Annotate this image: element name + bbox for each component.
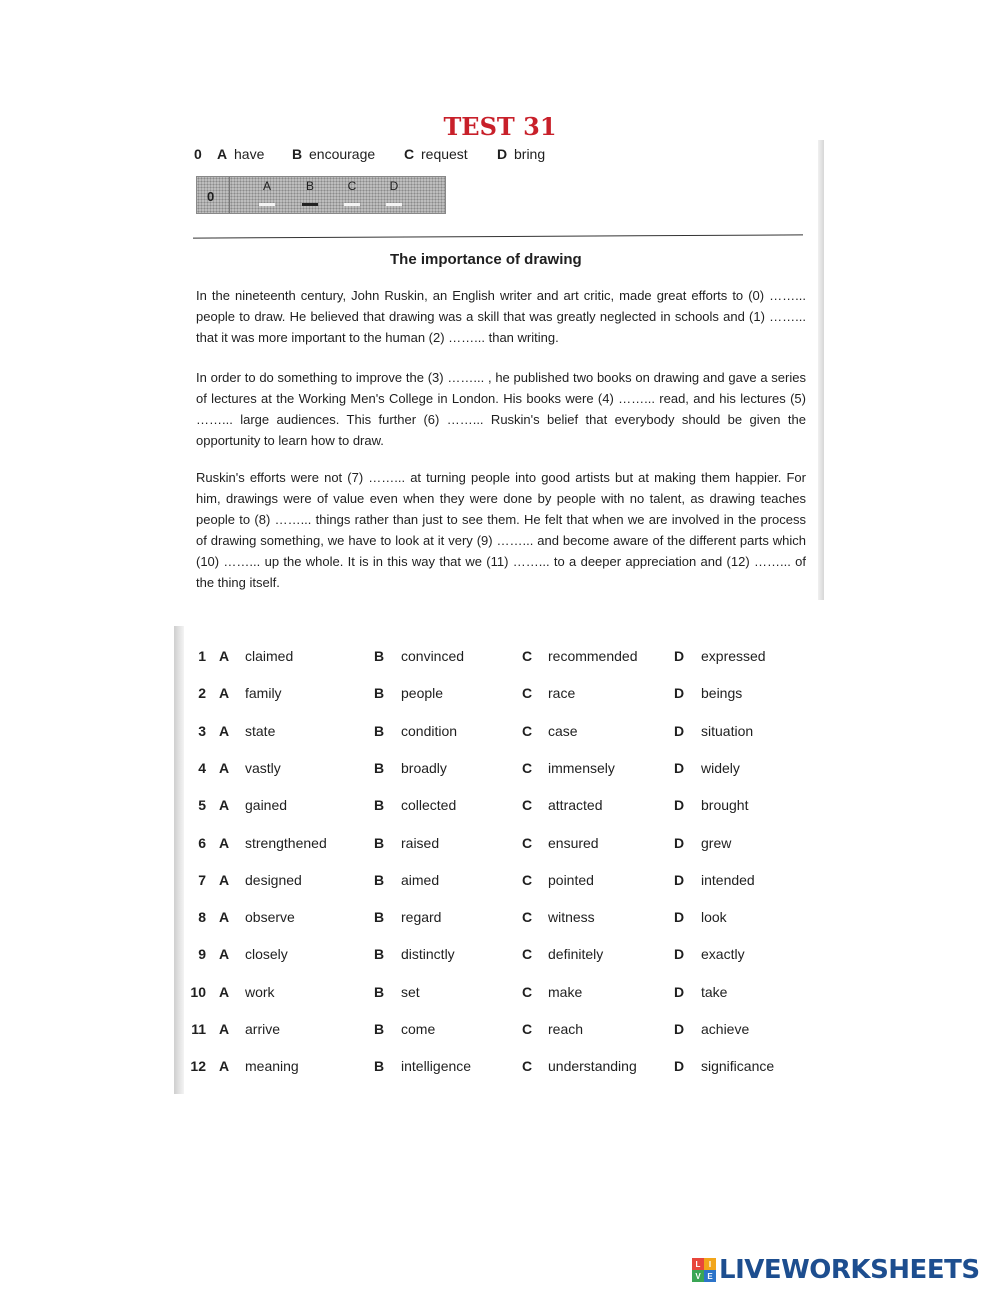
option-letter-b: B [374, 760, 385, 776]
option-letter-b: B [374, 984, 385, 1000]
answer-box-letter-d: D [389, 179, 399, 193]
option-word-c: ensured [548, 835, 599, 851]
option-word-d: situation [701, 723, 754, 739]
question-row [184, 685, 804, 705]
page-title: TEST 31 [443, 112, 557, 141]
option-word-b: convinced [401, 648, 465, 664]
example-letter-d: D [497, 146, 508, 162]
option-letter-c: C [522, 760, 533, 776]
option-word-d: significance [701, 1058, 775, 1074]
option-word-b: come [401, 1021, 436, 1037]
option-letter-b: B [374, 1058, 385, 1074]
option-letter-d: D [674, 835, 685, 851]
option-word-d: widely [701, 760, 740, 776]
example-word-d: bring [514, 146, 546, 162]
option-word-b: regard [401, 909, 442, 925]
passage-paragraph-2: In order to do something to improve the (3) ……... , he published two books on drawing and gave a series of lectures at the Working Men's College in London. His books were (4) ……... read, and his lectures (5) ……... large audiences. This further (6) ……... Ruskin's belief that everybody should be given the opportunity to learn how to draw. [196, 370, 806, 448]
passage-paragraph-3: Ruskin's efforts were not (7) ……... at turning people into good artists but at making them happier. For him, drawings were of value even when they were done by people with no talent, as drawing teaches people to (8) ……... things rather than just to see them. He felt that when we are involved in the process of drawing something, we have to look at it very (9) ……... and become aware of the different parts which (10) ……... up the whole. It is in this way that we (11) ……... to a deeper appreciation and (12) ……... of the thing itself. [196, 470, 806, 590]
question-row [184, 760, 804, 780]
option-letter-d: D [674, 760, 685, 776]
option-letter-b: B [374, 797, 385, 813]
option-word-a: designed [245, 872, 302, 888]
option-word-d: beings [701, 685, 743, 701]
question-number: 1 [198, 648, 206, 664]
option-word-b: intelligence [401, 1058, 472, 1074]
question-number: 3 [198, 723, 206, 739]
answer-box-letter-c: C [347, 179, 357, 193]
option-letter-c: C [522, 648, 533, 664]
option-word-a: observe [245, 909, 295, 925]
example-letter-c: C [404, 146, 415, 162]
option-word-d: brought [701, 797, 749, 813]
question-number: 7 [198, 872, 206, 888]
example-word-c: request [421, 146, 468, 162]
scan-shadow-left [174, 626, 184, 1094]
option-letter-a: A [219, 1058, 230, 1074]
option-word-a: arrive [245, 1021, 281, 1037]
option-word-b: broadly [401, 760, 447, 776]
answer-box-mark-a [259, 203, 275, 206]
option-word-c: understanding [548, 1058, 637, 1074]
option-letter-c: C [522, 723, 533, 739]
option-letter-d: D [674, 984, 685, 1000]
option-word-a: vastly [245, 760, 281, 776]
option-letter-a: A [219, 909, 230, 925]
option-word-a: strengthened [245, 835, 327, 851]
example-number: 0 [194, 146, 202, 162]
option-word-d: take [701, 984, 728, 1000]
option-letter-b: B [374, 909, 385, 925]
option-word-d: expressed [701, 648, 766, 664]
option-letter-a: A [219, 835, 230, 851]
option-letter-d: D [674, 723, 685, 739]
question-number: 6 [198, 835, 206, 851]
option-letter-d: D [674, 1058, 685, 1074]
question-row [184, 984, 804, 1004]
option-word-b: raised [401, 835, 440, 851]
logo-mark-tile: E [704, 1270, 716, 1282]
option-word-b: collected [401, 797, 457, 813]
question-row [184, 797, 804, 817]
logo-mark-tile: V [692, 1270, 704, 1282]
logo-mark-tile: I [704, 1258, 716, 1270]
option-letter-b: B [374, 872, 385, 888]
liveworksheets-logo [692, 1255, 980, 1285]
option-word-a: family [245, 685, 282, 701]
question-number: 5 [198, 797, 206, 813]
question-number: 9 [198, 946, 206, 962]
example-word-b: encourage [309, 146, 376, 162]
option-word-c: definitely [548, 946, 604, 962]
option-letter-c: C [522, 1021, 533, 1037]
option-word-b: aimed [401, 872, 440, 888]
option-word-b: set [401, 984, 420, 1000]
question-row [184, 723, 804, 743]
question-number: 8 [198, 909, 206, 925]
question-row [184, 835, 804, 855]
question-number: 11 [191, 1021, 206, 1037]
option-letter-b: B [374, 723, 385, 739]
option-letter-c: C [522, 984, 533, 1000]
option-letter-a: A [219, 1021, 230, 1037]
option-letter-d: D [674, 872, 685, 888]
option-word-a: claimed [245, 648, 294, 664]
option-letter-b: B [374, 685, 385, 701]
question-number: 2 [198, 685, 206, 701]
passage-title: The importance of drawing [390, 251, 582, 268]
option-word-c: case [548, 723, 578, 739]
logo-text: LIVEWORKSHEETS [719, 1255, 980, 1285]
option-letter-c: C [522, 835, 533, 851]
option-word-a: closely [245, 946, 288, 962]
option-letter-a: A [219, 797, 230, 813]
option-letter-c: C [522, 1058, 533, 1074]
option-word-b: distinctly [401, 946, 455, 962]
option-letter-d: D [674, 946, 685, 962]
question-row [184, 1021, 804, 1041]
option-letter-c: C [522, 685, 533, 701]
question-row [184, 872, 804, 892]
option-word-a: gained [245, 797, 288, 813]
option-word-d: grew [701, 835, 732, 851]
option-letter-a: A [219, 685, 230, 701]
option-word-c: attracted [548, 797, 603, 813]
option-letter-b: B [374, 1021, 385, 1037]
question-number: 10 [190, 984, 206, 1000]
option-word-c: pointed [548, 872, 594, 888]
option-letter-d: D [674, 685, 685, 701]
option-letter-d: D [674, 909, 685, 925]
option-word-a: state [245, 723, 276, 739]
option-word-d: achieve [701, 1021, 750, 1037]
option-letter-b: B [374, 946, 385, 962]
passage-paragraph-1: In the nineteenth century, John Ruskin, an English writer and art critic, made great efforts to (0) ……... people to draw. He believed that drawing was a skill that was greatly neglected in schools and (1) ……... that it was more important to the human (2) ……... than writing. [196, 288, 806, 345]
option-word-a: meaning [245, 1058, 299, 1074]
option-letter-d: D [674, 1021, 685, 1037]
scan-shadow-edge [818, 140, 824, 600]
answer-box-letter-a: A [262, 179, 271, 193]
option-word-c: recommended [548, 648, 638, 664]
option-letter-a: A [219, 648, 230, 664]
option-word-c: witness [548, 909, 595, 925]
example-word-a: have [234, 146, 265, 162]
option-word-c: reach [548, 1021, 584, 1037]
example-letter-b: B [292, 146, 303, 162]
answer-box-divider [229, 177, 230, 213]
question-row [184, 1058, 804, 1078]
option-word-b: people [401, 685, 444, 701]
option-word-c: race [548, 685, 576, 701]
option-letter-b: B [374, 835, 385, 851]
answer-box-mark-c [344, 203, 360, 206]
option-word-d: intended [701, 872, 755, 888]
liveworksheets-logo-icon [692, 1258, 716, 1282]
answer-box-mark-b-selected [302, 203, 318, 206]
answer-box-mark-d [386, 203, 402, 206]
logo-mark-tile: L [692, 1258, 704, 1270]
option-letter-c: C [522, 946, 533, 962]
option-letter-a: A [219, 723, 230, 739]
question-number: 4 [198, 760, 206, 776]
option-letter-a: A [219, 760, 230, 776]
option-letter-b: B [374, 648, 385, 664]
option-letter-a: A [219, 872, 230, 888]
question-number: 12 [190, 1058, 206, 1074]
example-answer-box [196, 176, 446, 214]
option-letter-c: C [522, 872, 533, 888]
answer-box-letter-b: B [305, 179, 314, 193]
option-letter-a: A [219, 946, 230, 962]
option-word-a: work [245, 984, 275, 1000]
question-row [184, 946, 804, 966]
question-row [184, 648, 804, 668]
option-word-c: immensely [548, 760, 615, 776]
option-word-d: exactly [701, 946, 745, 962]
option-letter-d: D [674, 797, 685, 813]
option-letter-c: C [522, 797, 533, 813]
option-letter-c: C [522, 909, 533, 925]
example-letter-a: A [217, 146, 228, 162]
option-word-d: look [701, 909, 727, 925]
option-letter-a: A [219, 984, 230, 1000]
option-letter-d: D [674, 648, 685, 664]
option-word-c: make [548, 984, 583, 1000]
option-word-b: condition [401, 723, 458, 739]
question-row [184, 909, 804, 929]
answer-box-number: 0 [207, 189, 215, 204]
